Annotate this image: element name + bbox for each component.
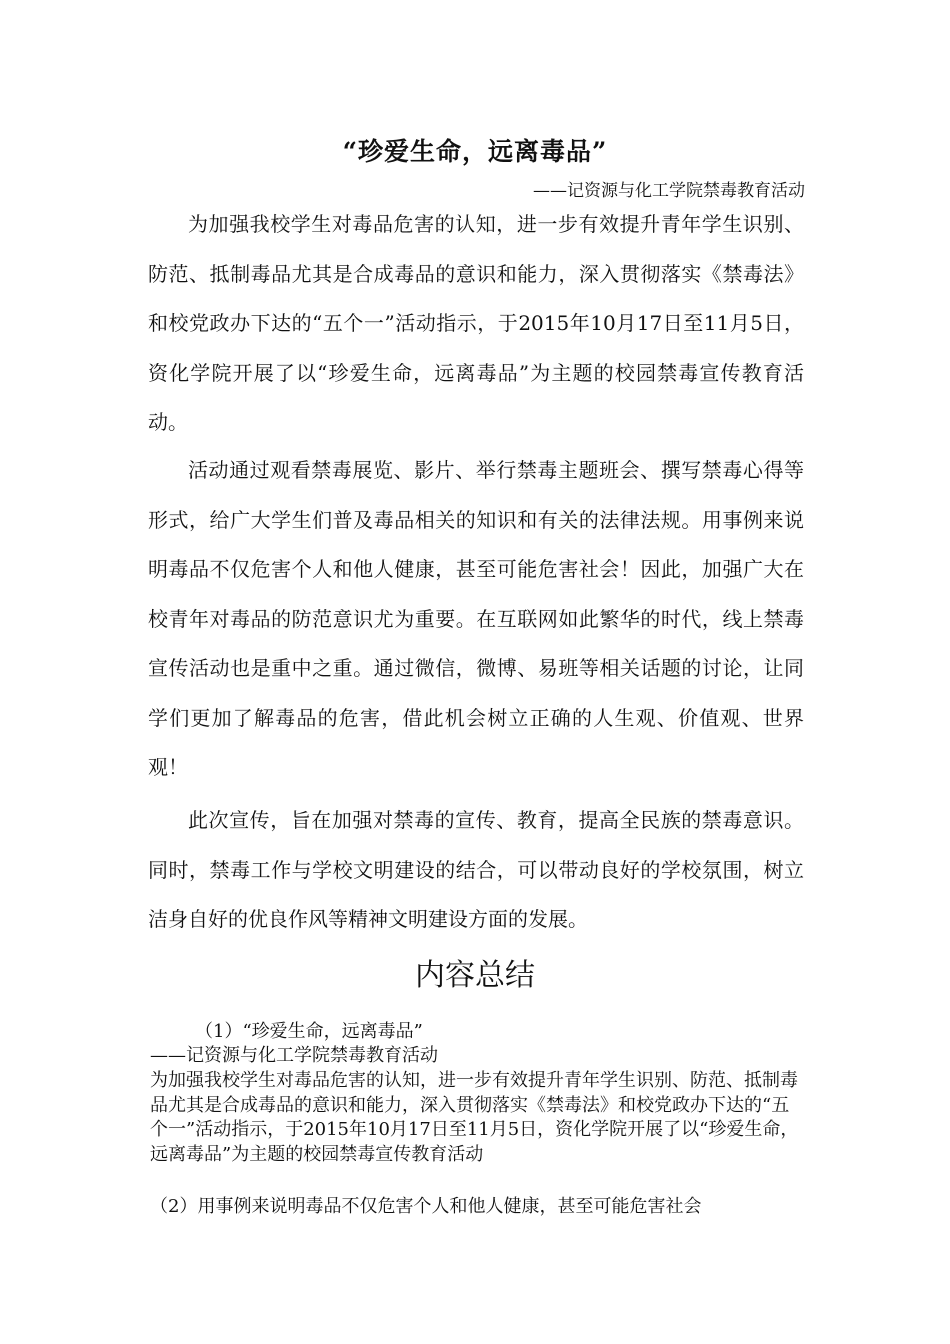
summary-text: ——记资源与化工学院禁毒教育活动: [150, 1045, 438, 1066]
summary-item-1-body: [150, 1069, 800, 1167]
summary-item-2: [150, 1195, 800, 1220]
summary-item-1-subtitle: [150, 1044, 800, 1069]
body-paragraph-1: [148, 200, 804, 448]
paragraph-text: 活动通过观看禁毒展览、影片、举行禁毒主题班会、撰写禁毒心得等形式，给广大学生们普及毒品相关的知识和有关的法律法规。用事例来说明毒品不仅危害个人和他人健康，甚至可能危害社会！因此，加强广大在校青年对毒品的防范意识尤为重要。在互联网如此繁华的时代，线上禁毒宣传活动也是重中之重。通过微信，微博、易班等相关话题的讨论，让同学们更加了解毒品的危害，借此机会树立正确的人生观、价值观、世界观！: [148, 458, 804, 779]
paragraph-text: 为加强我校学生对毒品危害的认知，进一步有效提升青年学生识别、防范、抵制毒品尤其是合成毒品的意识和能力，深入贯彻落实《禁毒法》和校党政办下达的“五个一”活动指示，于2015年10月17日至11月5日，资化学院开展了以“珍爱生命，远离毒品”为主题的校园禁毒宣传教育活动。: [148, 212, 804, 434]
summary-item-1-title: [195, 1020, 845, 1045]
paragraph-text: 此次宣传，旨在加强对禁毒的宣传、教育，提高全民族的禁毒意识。同时，禁毒工作与学校文明建设的结合，可以带动良好的学校氛围，树立洁身自好的优良作风等精神文明建设方面的发展。: [148, 808, 804, 931]
document-title: “珍爱生命，远离毒品”: [342, 137, 608, 166]
body-paragraph-3: [148, 796, 804, 945]
summary-text: 为加强我校学生对毒品危害的认知，进一步有效提升青年学生识别、防范、抵制毒品尤其是合成毒品的意识和能力，深入贯彻落实《禁毒法》和校党政办下达的“五个一”活动指示，于2015年10月17日至11月5日，资化学院开展了以“珍爱生命，远离毒品”为主题的校园禁毒宣传教育活动: [150, 1070, 799, 1165]
body-paragraph-2: [148, 446, 804, 793]
summary-text: （1）“珍爱生命，远离毒品”: [195, 1021, 423, 1042]
summary-heading: 内容总结: [415, 958, 535, 993]
summary-text: （2）用事例来说明毒品不仅危害个人和他人健康，甚至可能危害社会: [150, 1196, 702, 1217]
document-subtitle: ——记资源与化工学院禁毒教育活动: [533, 181, 805, 201]
